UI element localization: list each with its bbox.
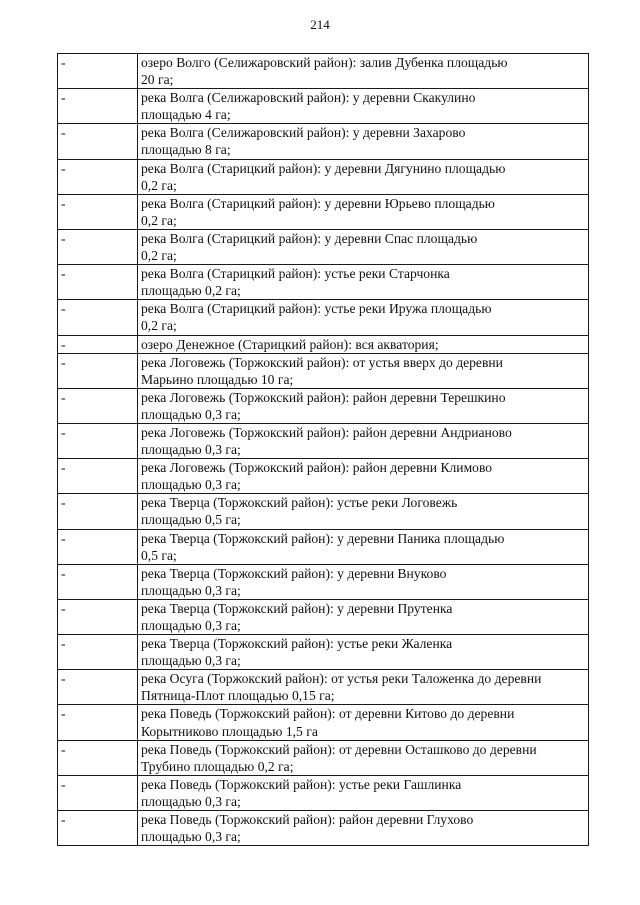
row-text-line: 0,2 га;: [141, 318, 177, 334]
table-row: [58, 54, 589, 89]
table-row: [58, 388, 589, 423]
row-dash: -: [58, 54, 138, 89]
row-text-line: река Поведь (Торжокский район): от деревни Китово до деревни: [141, 706, 515, 722]
table-row: [58, 564, 589, 599]
row-text-line: площадью 0,3 га;: [141, 829, 241, 845]
row-text: [138, 89, 589, 124]
row-text-line: озеро Денежное (Старицкий район): вся акватория;: [141, 336, 439, 352]
table-row: [58, 159, 589, 194]
row-text-line: 0,2 га;: [141, 212, 177, 228]
row-dash: -: [58, 599, 138, 634]
row-text-line: река Волга (Старицкий район): устье реки Старчонка: [141, 266, 450, 282]
row-dash: -: [58, 670, 138, 705]
row-text: [138, 300, 589, 335]
row-text-line: река Поведь (Торжокский район): район деревни Глухово: [141, 812, 474, 828]
row-text: [138, 494, 589, 529]
row-text: [138, 194, 589, 229]
row-text-line: река Логовежь (Торжокский район): район деревни Климово: [141, 460, 493, 476]
row-dash: -: [58, 300, 138, 335]
row-dash: -: [58, 353, 138, 388]
row-text: [138, 353, 589, 388]
row-text-line: площадью 0,3 га;: [141, 793, 241, 809]
table-row: [58, 229, 589, 264]
row-dash: -: [58, 229, 138, 264]
table-row: [58, 705, 589, 740]
row-text-line: река Тверца (Торжокский район): устье реки Жаленка: [141, 636, 453, 652]
row-text-line: площадью 0,3 га;: [141, 442, 241, 458]
row-dash: -: [58, 705, 138, 740]
table-row: [58, 423, 589, 458]
table-row: [58, 300, 589, 335]
row-text: [138, 705, 589, 740]
table-row: [58, 599, 589, 634]
row-text: [138, 529, 589, 564]
row-dash: -: [58, 159, 138, 194]
row-text: [138, 265, 589, 300]
table-row: [58, 529, 589, 564]
row-text-line: Марьино площадью 10 га;: [141, 371, 294, 387]
row-text: [138, 229, 589, 264]
table-body: [58, 54, 589, 846]
table-row: [58, 335, 589, 353]
row-dash: -: [58, 124, 138, 159]
table-row: [58, 124, 589, 159]
row-text: [138, 740, 589, 775]
table-row: [58, 194, 589, 229]
row-text: [138, 811, 589, 846]
row-text: [138, 159, 589, 194]
table-row: [58, 740, 589, 775]
row-dash: -: [58, 494, 138, 529]
row-dash: -: [58, 89, 138, 124]
row-text-line: 20 га;: [141, 72, 174, 88]
row-text-line: площадью 0,3 га;: [141, 618, 241, 633]
row-dash: -: [58, 335, 138, 353]
row-dash: -: [58, 811, 138, 846]
row-text-line: река Поведь (Торжокский район): от деревни Осташково до деревни: [141, 741, 537, 757]
row-dash: -: [58, 740, 138, 775]
row-text: [138, 670, 589, 705]
row-text-line: река Логовежь (Торжокский район): от устья вверх до деревни: [141, 354, 503, 370]
row-text-line: Корытниково площадью 1,5 га: [141, 723, 318, 739]
row-text: [138, 388, 589, 423]
document-table: [57, 53, 589, 846]
row-text: [138, 423, 589, 458]
table-row: [58, 353, 589, 388]
row-dash: -: [58, 388, 138, 423]
table-row: [58, 670, 589, 705]
row-text-line: река Поведь (Торжокский район): устье реки Гашлинка: [141, 776, 462, 792]
row-text-line: река Волга (Селижаровский район): у деревни Захарово: [141, 125, 466, 141]
table-row: [58, 494, 589, 529]
row-text: [138, 335, 589, 353]
table-row: [58, 265, 589, 300]
table-row: [58, 775, 589, 810]
row-text-line: 0,2 га;: [141, 248, 177, 264]
row-dash: -: [58, 423, 138, 458]
row-text-line: река Тверца (Торжокский район): у деревни Паника площадью: [141, 530, 505, 546]
row-text-line: площадью 0,3 га;: [141, 582, 241, 598]
row-text-line: река Волга (Старицкий район): устье реки Иружа площадью: [141, 301, 492, 317]
row-text-line: река Волга (Старицкий район): у деревни Юрьево площадью: [141, 195, 495, 211]
row-text-line: площадью 0,5 га;: [141, 512, 241, 528]
row-text: [138, 459, 589, 494]
row-dash: -: [58, 459, 138, 494]
row-text-line: площадью 4 га;: [141, 107, 231, 123]
row-text-line: река Тверца (Торжокский район): у деревни Внуково: [141, 565, 447, 581]
row-text-line: площадью 8 га;: [141, 142, 231, 158]
row-text-line: река Осуга (Торжокский район): от устья реки Таложенка до деревни: [141, 671, 542, 687]
row-text: [138, 124, 589, 159]
row-dash: -: [58, 265, 138, 300]
row-dash: -: [58, 635, 138, 670]
row-dash: -: [58, 194, 138, 229]
table-row: [58, 89, 589, 124]
row-text: [138, 635, 589, 670]
row-text: [138, 775, 589, 810]
row-text-line: озеро Волго (Селижаровский район): залив Дубенка площадью: [141, 55, 508, 70]
row-text-line: река Тверца (Торжокский район): устье реки Логовежь: [141, 495, 458, 511]
row-text-line: площадью 0,3 га;: [141, 477, 241, 493]
row-text-line: 0,2 га;: [141, 177, 177, 193]
table-row: [58, 459, 589, 494]
row-text-line: река Логовежь (Торжокский район): район деревни Андрианово: [141, 424, 512, 440]
row-text-line: Трубино площадью 0,2 га;: [141, 758, 294, 774]
table-row: [58, 811, 589, 846]
row-dash: -: [58, 564, 138, 599]
row-text-line: Пятница-Плот площадью 0,15 га;: [141, 688, 335, 704]
row-text-line: площадью 0,3 га;: [141, 406, 241, 422]
row-text-line: река Волга (Старицкий район): у деревни Дягунино площадью: [141, 160, 506, 176]
row-text: [138, 564, 589, 599]
row-dash: -: [58, 775, 138, 810]
page-number: 214: [310, 17, 330, 32]
row-text-line: площадью 0,3 га;: [141, 653, 241, 669]
row-text-line: река Тверца (Торжокский район): у деревни Прутенка: [141, 600, 453, 616]
row-text-line: 0,5 га;: [141, 547, 177, 563]
row-text: [138, 599, 589, 634]
table-row: [58, 635, 589, 670]
row-text-line: река Логовежь (Торжокский район): район деревни Терешкино: [141, 389, 506, 405]
row-text: [138, 54, 589, 89]
row-text-line: река Волга (Старицкий район): у деревни Спас площадью: [141, 230, 478, 246]
row-dash: -: [58, 529, 138, 564]
row-text-line: река Волга (Селижаровский район): у деревни Скакулино: [141, 90, 476, 106]
row-text-line: площадью 0,2 га;: [141, 283, 241, 299]
